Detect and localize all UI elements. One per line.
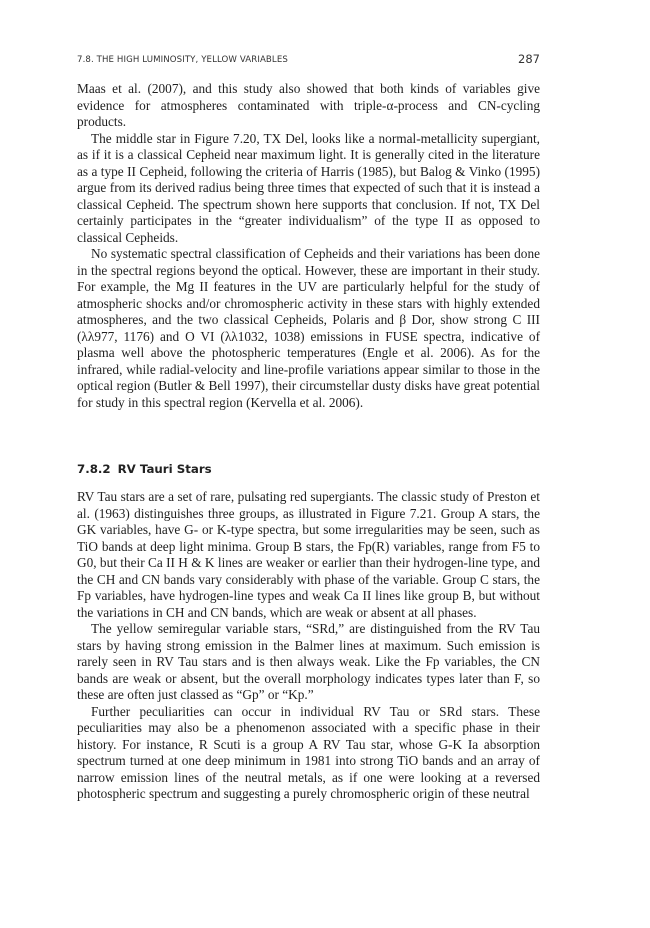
body-text-before-section xyxy=(77,81,540,411)
section-heading xyxy=(77,462,212,476)
running-title: 7.8. THE HIGH LUMINOSITY, YELLOW VARIABLES xyxy=(77,55,288,65)
paragraph: No systematic spectral classification of Cepheids and their variations has been done in the spectral regions beyond the optical. However, these are important in their study. For example, the Mg II features in the UV are particularly helpful for the study of atmospheric shocks and/or chromospheric activity in these stars with highly extended atmospheres, and the two classical Cepheids, Polaris and β Dor, show strong C III (λλ977, 1176) and O VI (λλ1032, 1038) emissions in FUSE spectra, indicative of plasma well above the photospheric temperatures (Engle et al. 2006). As for the infrared, while radial-velocity and line-profile variations appear similar to those in the optical region (Butler & Bell 1997), their circumstellar dusty disks have great potential for study in this spectral region (Kervella et al. 2006). xyxy=(77,246,540,410)
section-number: 7.8.2 xyxy=(77,462,111,476)
page-number: 287 xyxy=(518,52,540,66)
body-text-section xyxy=(77,489,540,803)
section-title: RV Tauri Stars xyxy=(117,462,212,476)
paragraph: The yellow semiregular variable stars, “SRd,” are distinguished from the RV Tau stars by having strong emission in the Balmer lines at maximum. Such emission is rarely seen in RV Tau stars and is then always weak. Like the Fp variables, the CN bands are weak or absent, but the overall morphology indicates types later than F, so these are often just classed as “Gp” or “Kp.” xyxy=(77,621,540,702)
paragraph: Maas et al. (2007), and this study also showed that both kinds of variables give evidence for atmospheres contaminated with triple-α-process and CN-cycling products. xyxy=(77,81,540,129)
paragraph: Further peculiarities can occur in individual RV Tau or SRd stars. These peculiarities may also be a phenomenon associated with a specific phase in their history. For instance, R Scuti is a group A RV Tau star, whose G-K Ia absorption spectrum turned at one deep minimum in 1981 into strong TiO bands and an array of narrow emission lines of the neutral metals, as if one were looking at a reversed photospheric spectrum and suggesting a purely chromospheric origin of these neutral xyxy=(77,703,540,801)
paragraph: RV Tau stars are a set of rare, pulsating red supergiants. The classic study of Preston et al. (1963) distinguishes three groups, as illustrated in Figure 7.21. Group A stars, the GK variables, have G- or K-type spectra, but some irregularities may be seen, such as TiO bands at deep light minima. Group B stars, the Fp(R) variables, range from F5 to G0, but their Ca II H & K lines are weaker or earlier than their hydrogen-line type, and the CH and CN bands vary considerably with phase of the variable. Group C stars, the Fp variables, have hydrogen-line types and weak Ca II lines like group B, but without the variations in CH and CN bands, which are weak or absent at all phases. xyxy=(77,489,540,620)
paragraph: The middle star in Figure 7.20, TX Del, looks like a normal-metallicity supergiant, as if it is a classical Cepheid near maximum light. It is generally cited in the literature as a type II Cepheid, following the criteria of Harris (1985), but Balog & Vinko (1995) argue from its derived radius being three times that expected of such that it is instead a classical Cepheid. The spectrum shown here supports that conclusion. If not, TX Del certainly participates in the “greater individualism” of the type II as opposed to classical Cepheids. xyxy=(77,130,540,245)
running-header xyxy=(77,54,540,70)
